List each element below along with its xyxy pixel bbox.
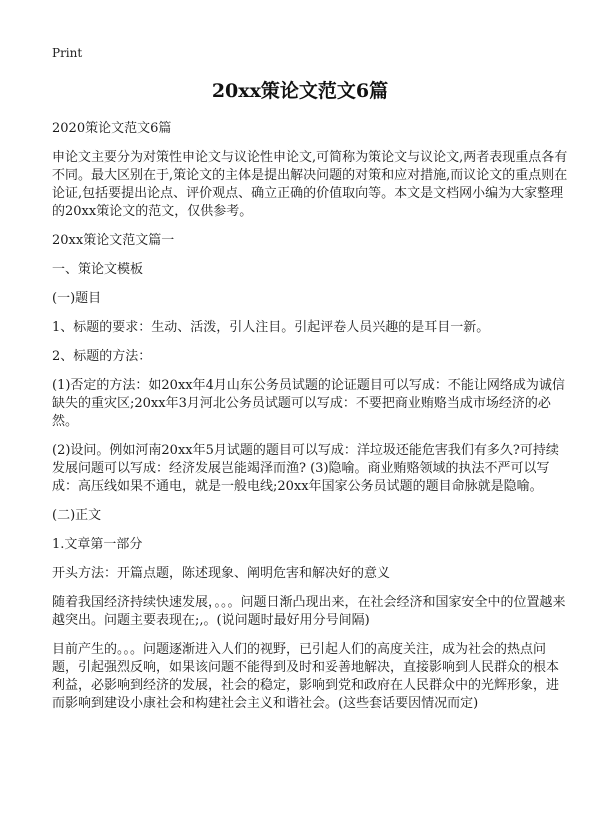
print-label[interactable]: Print xyxy=(52,46,83,60)
section-heading: 一、策论文模板 xyxy=(52,262,144,277)
intro-paragraph: 申论文主要分为对策性申论文与议论性申论文,可简称为策论文与议论文,两者表现重点各有不同。最大区别在于,策论文的主体是提出解决问题的对策和应对措施,而议论文的重点则在论证,包括要提出论点、评价观点、确立正确的价值取向等。本文是文档网小编为大家整理的20xx策论文的范文，仅供参考。 xyxy=(52,150,568,219)
body-paragraph: (1)否定的方法：如20xx年4月山东公务员试题的论证题目可以写成：不能让网络成为诚信缺失的重灾区;20xx年3月河北公务员试题可以写成：不要把商业贿赂当成市场经济的必然。 xyxy=(52,378,565,429)
section-heading: 20xx策论文范文篇一 xyxy=(52,233,175,248)
document-body xyxy=(52,120,570,724)
subsection-heading: (二)正文 xyxy=(52,508,102,523)
document-title: 20xx策论文范文6篇 xyxy=(211,80,389,102)
body-paragraph: 随着我国经济持续快速发展，。。。问题日渐凸现出来，在社会经济和国家安全中的位置越来越突出。问题主要表现在;,。(说问题时最好用分号间隔) xyxy=(52,595,566,628)
subsection-heading: (一)题目 xyxy=(52,291,102,306)
body-paragraph: (2)设问。例如河南20xx年5月试题的题目可以写成：洋垃圾还能危害我们有多久?可持续发展问题可以写成：经济发展岂能竭泽而渔? (3)隐喻。商业贿赂领域的执法不严可以写成：高压线如果不通电，就是一般电线;20xx年国家公务员试题的题目命脉就是隐喻。 xyxy=(52,443,559,494)
body-paragraph: 2、标题的方法： xyxy=(52,349,152,364)
body-paragraph: 开头方法：开篇点题，陈述现象、阐明危害和解决好的意义 xyxy=(52,566,391,581)
subtitle-paragraph: 2020策论文范文6篇 xyxy=(52,121,172,136)
body-paragraph: 1、标题的要求：生动、活泼，引人注目。引起评卷人员兴趣的是耳目一新。 xyxy=(52,320,490,335)
subsection-heading: 1.文章第一部分 xyxy=(52,537,143,552)
body-paragraph: 目前产生的。。。问题逐渐进入人们的视野，已引起人们的高度关注，成为社会的热点问题，引起强烈反响，如果该问题不能得到及时和妥善地解决，直接影响到人民群众的根本利益，必影响到经济的发展，社会的稳定，影响到党和政府在人民群众中的光辉形象，进而影响到建设小康社会和构建社会主义和谐社会。(这些套话要因情况而定) xyxy=(52,642,560,711)
